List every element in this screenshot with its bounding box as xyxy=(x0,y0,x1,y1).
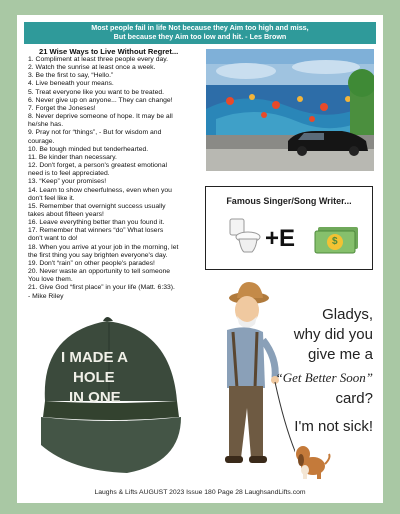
cartoon-line-5: card? xyxy=(335,390,373,407)
list-line: 11. Be kinder than necessary. xyxy=(28,153,117,161)
cartoon-line-3: give me a xyxy=(307,346,373,363)
list-line: 21. Give God “first place” in your life (Matt. 6:33). xyxy=(28,284,175,292)
list-line: 4. Live beneath your means. xyxy=(28,80,114,88)
hat-text-line-3: IN ONE xyxy=(69,389,121,406)
mural-photo xyxy=(206,49,374,171)
list-line: 3. Be the first to say, “Hello.” xyxy=(28,72,114,80)
list-line: 20. Never waste an opportunity to tell someone xyxy=(28,268,171,276)
list-line: 17. Remember that winners “do” What losers xyxy=(28,227,164,235)
page-footer: Laughs & Lifts AUGUST 2023 Issue 180 Page 28 LaughsandLifts.com xyxy=(94,489,306,496)
list-line: 6. Never give up on anyone... They can change! xyxy=(28,96,173,104)
list-line: 18. When you arrive at your job in the morning, let xyxy=(28,243,179,251)
list-line: don't feel like it. xyxy=(28,194,75,202)
list-line: 9. Pray not for “things”, - But for wisdom and xyxy=(28,129,162,137)
dollar-sign: $ xyxy=(332,236,338,247)
banner-line-2: But because they Aim too low and hit. - Les Brown xyxy=(113,31,287,41)
wise-ways-list xyxy=(28,56,210,301)
list-line: 15. Remember that overnight success usually xyxy=(28,202,166,210)
list-line: 16. Leave everything better than you found it. xyxy=(28,219,165,227)
cartoon-line-1: Gladys, xyxy=(322,306,373,323)
list-line: 8. Never deprive someone of hope. It may be all xyxy=(28,113,173,121)
toilet-icon xyxy=(228,218,262,254)
cartoon-line-6: I'm not sick! xyxy=(294,418,373,435)
list-line: he/she has. xyxy=(28,121,64,129)
list-line: 19. Don't “rain” on other people's parades! xyxy=(28,259,155,267)
magazine-page xyxy=(17,15,383,503)
hat-text-line-1: I MADE A xyxy=(61,349,128,366)
list-line: 2. Watch the sunrise at least once a week. xyxy=(28,64,156,72)
cartoon-line-2: why did you xyxy=(293,326,373,343)
riddle-title: Famous Singer/Song Writer... xyxy=(226,196,352,206)
quote-banner xyxy=(24,22,376,44)
riddle-box xyxy=(205,186,373,270)
hat-illustration xyxy=(31,305,189,483)
cartoon-panel xyxy=(205,278,376,483)
money-icon xyxy=(314,225,362,255)
list-line: don't want to do! xyxy=(28,235,78,243)
cartoon-line-4: “Get Better Soon” xyxy=(275,370,373,385)
banner-line-1: Most people fail in life Not because they Aim too high and miss, xyxy=(91,23,309,32)
list-line: the first thing you say brighten everyone's day. xyxy=(28,251,168,259)
list-line: 1. Compliment at least three people every day. xyxy=(28,56,169,63)
list-line: 12. Don't forget, a person's greatest emotional xyxy=(28,162,167,170)
hat-text-line-2: HOLE xyxy=(73,369,115,386)
list-line: 10. Be tough minded but tenderhearted. xyxy=(28,145,149,153)
list-line: takes about fifteen years! xyxy=(28,210,104,218)
list-line: 14. Learn to show cheerfulness, even when you xyxy=(28,186,172,194)
list-line: You love them. xyxy=(28,276,73,284)
list-line: 5. Treat everyone like you want to be treated. xyxy=(28,88,165,96)
list-line: 7. Forget the Joneses! xyxy=(28,104,96,112)
list-line: courage. xyxy=(28,137,55,145)
list-line: - Mike Riley xyxy=(28,292,64,300)
plus-e-text: +E xyxy=(265,225,296,252)
list-line: 13. “Keep” your promises! xyxy=(28,178,107,186)
dog-illustration xyxy=(293,444,333,480)
list-title: 21 Wise Ways to Live Without Regret... xyxy=(39,47,179,56)
list-line: need is to feel appreciated. xyxy=(28,170,110,178)
